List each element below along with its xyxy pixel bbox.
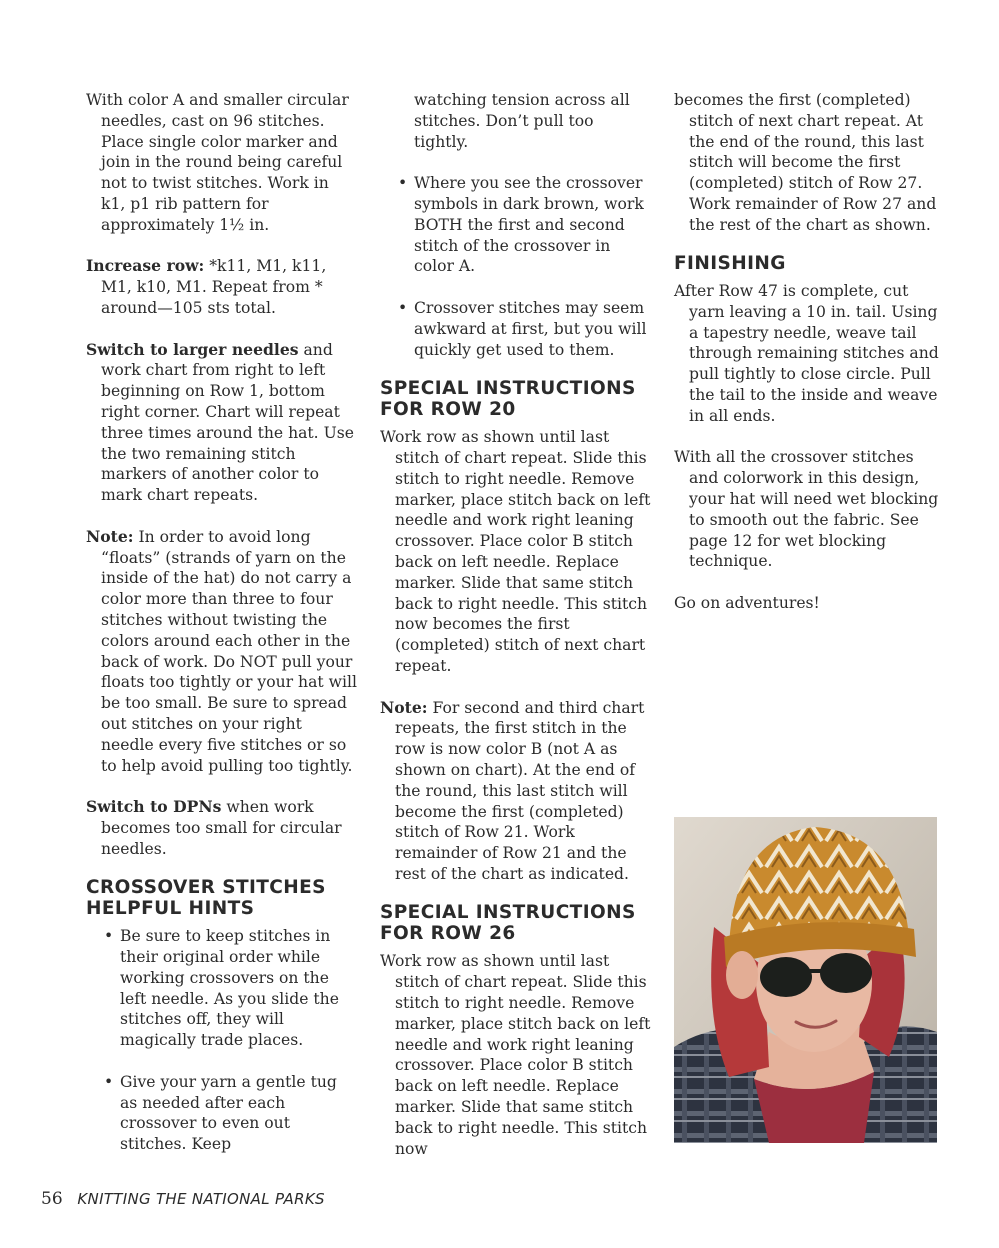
running-book-title: KNITTING THE NATIONAL PARKS bbox=[77, 1190, 325, 1208]
note-label: Note: bbox=[380, 697, 428, 717]
list-item: • Crossover stitches may seem awkward at first, but you will quickly get used to them. bbox=[398, 298, 647, 359]
row-26-continuation: becomes the first (completed) stitch of next chart repeat. At the end of the round, this last stitch will become the first (completed) stitch of Row 27. Work remainder of Row 27 and the rest of the chart as shown. bbox=[674, 91, 937, 234]
bullet: • bbox=[104, 927, 114, 946]
page-footer bbox=[41, 1189, 325, 1209]
bullet: • bbox=[104, 1072, 114, 1091]
hand bbox=[726, 951, 758, 999]
dpns-label: Switch to DPNs bbox=[86, 797, 222, 817]
crossover-hints-heading: CROSSOVER STITCHES HELPFUL HINTS bbox=[86, 877, 326, 919]
column-3 bbox=[674, 90, 942, 635]
cast-on-paragraph: With color A and smaller circular needles, cast on 96 stitches. Place single color marker and join in the round being careful not to twist stitches. Work in k1, p1 rib pattern for approximately 1½ in. bbox=[86, 91, 349, 234]
bullet: • bbox=[398, 298, 408, 317]
list-item: • Where you see the crossover symbols in dark brown, work BOTH the first and second stitch of the crossover in color A. bbox=[398, 174, 644, 276]
list-item: • Give your yarn a gentle tug as needed after each crossover to even out stitches. Keep bbox=[104, 1072, 337, 1154]
column-2 bbox=[380, 90, 652, 1159]
floats-note-paragraph: Note: In order to avoid long “floats” (strands of yarn on the inside of the hat) do not carry a color more than three to four stitches without twisting the colors around each other in the back of work. Do NOT pull your floats too tightly or your hat will be too small. Be sure to spread out stitches on your right needle every five stitches or so to help avoid pulling too tightly. bbox=[86, 526, 357, 775]
row-20-paragraph: Work row as shown until last stitch of chart repeat. Slide this stitch to right needle. Remove marker, place stitch back on left needle and work right leaning crossover. Place color B stitch back on left needle. Replace marker. Slide that same stitch back to right needle. This stitch now becomes the first (completed) stitch of next chart repeat. bbox=[380, 428, 651, 675]
closing-paragraph: Go on adventures! bbox=[674, 594, 820, 613]
photo-illustration bbox=[674, 817, 937, 1143]
model-wearing-hat-photo bbox=[674, 817, 937, 1143]
crossover-hints-list bbox=[86, 926, 358, 1155]
row-20-heading: SPECIAL INSTRUCTIONS FOR ROW 20 bbox=[380, 378, 636, 420]
sunglasses-right-lens bbox=[820, 953, 872, 993]
dpns-paragraph: Switch to DPNs when work becomes too small for circular needles. bbox=[86, 797, 342, 858]
sunglasses-left-lens bbox=[760, 957, 812, 997]
increase-row-label: Increase row: bbox=[86, 256, 205, 276]
increase-row-paragraph: Increase row: *k11, M1, k11, M1, k10, M1. Repeat from * around—105 sts total. bbox=[86, 256, 327, 317]
page-number: 56 bbox=[41, 1189, 63, 1209]
crossover-hints-list-continued bbox=[380, 173, 652, 360]
row-20-note-paragraph: Note: For second and third chart repeats, the first stitch in the row is now color B (not A as shown on chart). At the end of the round, this last stitch will become the first (completed) stitch of Row 21. Work remainder of Row 21 and the rest of the chart as indicated. bbox=[380, 697, 645, 883]
wet-blocking-paragraph: With all the crossover stitches and colorwork in this design, your hat will need wet blocking to smooth out the fabric. See page 12 for wet blocking technique. bbox=[674, 448, 939, 571]
larger-needles-paragraph: Switch to larger needles and work chart from right to left beginning on Row 1, bottom right corner. Chart will repeat three times around the hat. Use the two remaining stitch markers of another color to mark chart repeats. bbox=[86, 339, 354, 505]
row-26-heading: SPECIAL INSTRUCTIONS FOR ROW 26 bbox=[380, 902, 636, 944]
list-item: • Be sure to keep stitches in their original order while working crossovers on the left needle. As you slide the stitches off, they will magically trade places. bbox=[104, 927, 339, 1050]
larger-needles-label: Switch to larger needles bbox=[86, 339, 299, 359]
row-26-paragraph: Work row as shown until last stitch of chart repeat. Slide this stitch to right needle. Remove marker, place stitch back on left needle and work right leaning crossover. Place color B stitch back on left needle. Replace marker. Slide that same stitch back to right needle. This stitch now bbox=[380, 952, 651, 1158]
note-label: Note: bbox=[86, 526, 134, 546]
finishing-paragraph: After Row 47 is complete, cut yarn leaving a 10 in. tail. Using a tapestry needle, weave tail through remaining stitches and pull tightly to close circle. Pull the tail to the inside and weave in all ends. bbox=[674, 282, 939, 425]
finishing-heading: FINISHING bbox=[674, 252, 786, 274]
column-1 bbox=[86, 90, 358, 1155]
sunglasses-bridge bbox=[810, 969, 822, 973]
bullet: • bbox=[398, 174, 408, 193]
bullet-continuation: watching tension across all stitches. Don’t pull too tightly. bbox=[414, 91, 630, 151]
